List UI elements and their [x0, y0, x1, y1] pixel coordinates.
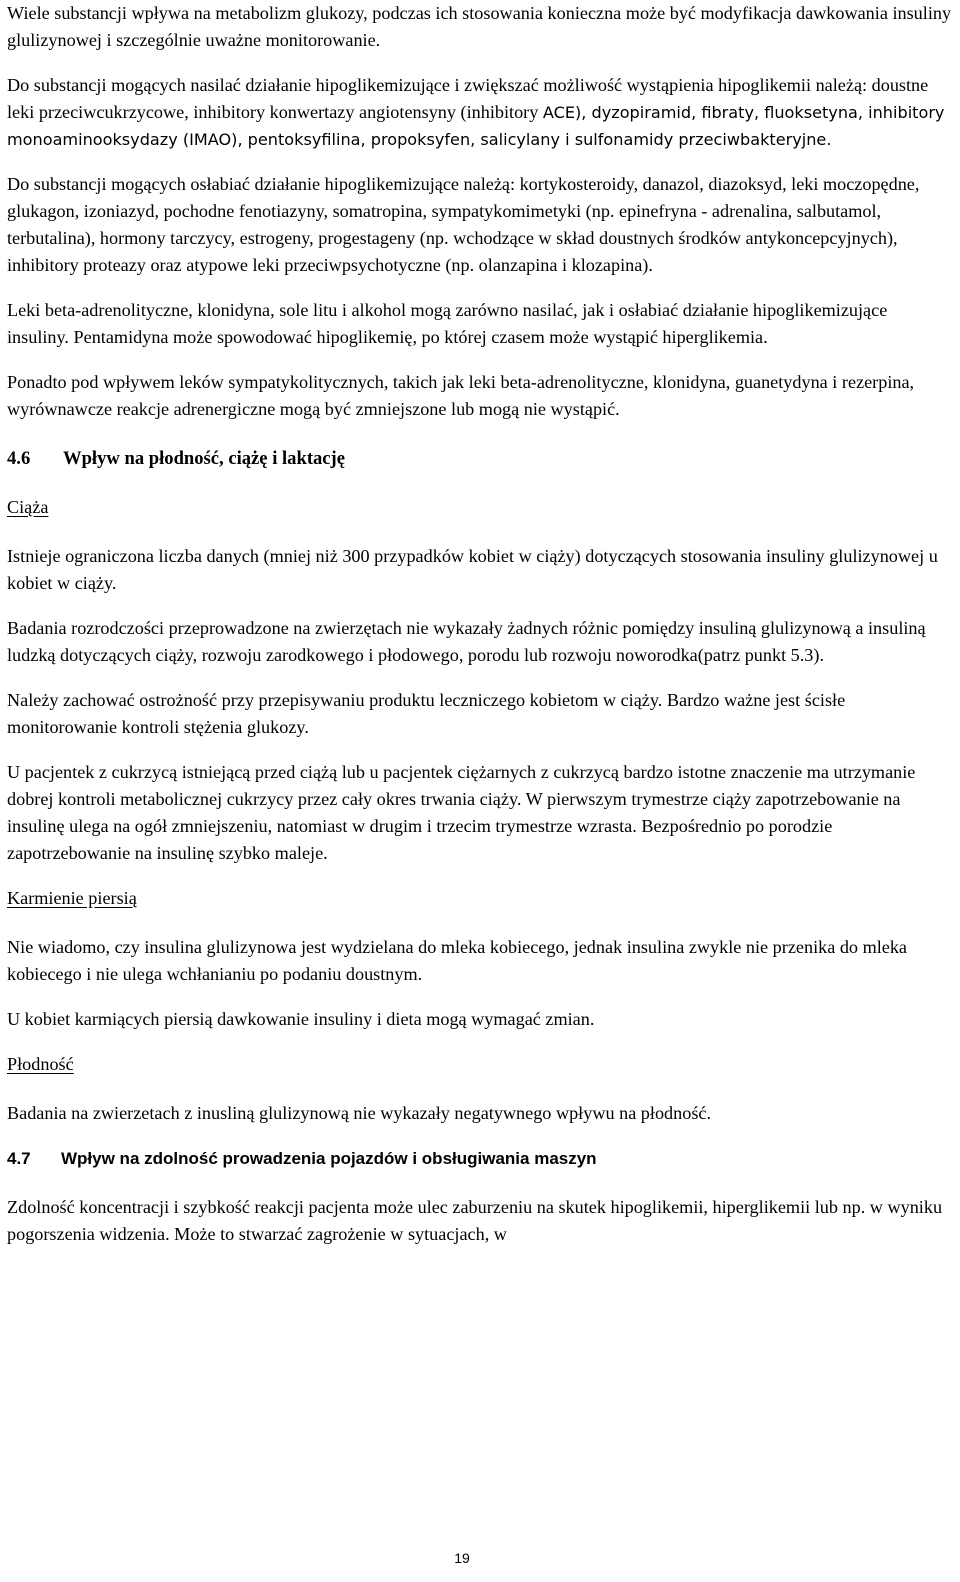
section-number: 4.7	[7, 1149, 31, 1168]
section-heading-4-6	[7, 445, 953, 472]
paragraph-caution: Należy zachować ostrożność przy przepisywaniu produktu leczniczego kobietom w ciąży. Bardzo ważne jest ścisłe monitorowanie kontroli stężenia glukozy.	[7, 690, 846, 737]
paragraph-animal-studies: Badania rozrodczości przeprowadzone na zwierzętach nie wykazały żadnych różnic pomiędzy insuliną glulizynową a insuliną ludzką dotyczących ciąży, rozwoju zarodkowego i płodowego, porodu lub rozwoju noworodka(patrz punkt 5.3).	[7, 618, 926, 665]
paragraph-weakening-substances: Do substancji mogących osłabiać działanie hipoglikemizujące należą: kortykosteroidy, danazol, diazoksyd, leki moczopędne, glukagon, izoniazyd, pochodne fenotiazyny, somatropina, sympatykomimetyki (np. epinefryna - adrenalina, salbutamol, terbutalina), hormony tarczycy, estrogeny, progestageny (np. wchodzące w skład doustnych środków antykoncepcyjnych), inhibitory proteazy oraz atypowe leki przeciwpsychotyczne (np. olanzapina i klozapina).	[7, 174, 920, 275]
subheading-pregnancy: Ciąża	[7, 497, 49, 517]
section-title: Wpływ na zdolność prowadzenia pojazdów i obsługiwania maszyn	[61, 1149, 597, 1168]
paragraph-sympatholytics: Ponadto pod wpływem leków sympatykolitycznych, takich jak leki beta-adrenolityczne, klonidyna, guanetydyna i rezerpina, wyrównawcze reakcje adrenergiczne mogą być zmniejszone lub mogą nie wystąpić.	[7, 372, 915, 419]
paragraph-diabetic-pregnancy: U pacjentek z cukrzycą istniejącą przed ciążą lub u pacjentek ciężarnych z cukrzycą bardzo istotne znaczenie ma utrzymanie dobrej kontroli metabolicznej cukrzycy przez cały okres trwania ciąży. W pierwszym trymestrze ciąży zapotrzebowanie na insulinę ulega na ogół zmniejszeniu, natomiast w drugim i trzecim trymestrze wzrasta. Bezpośrednio po porodzie zapotrzebowanie na insulinę szybko maleje.	[7, 762, 916, 863]
paragraph-breastfeeding-dosage: U kobiet karmiących piersią dawkowanie insuliny i dieta mogą wymagać zmian.	[7, 1009, 595, 1029]
subheading-fertility: Płodność	[7, 1054, 74, 1074]
section-heading-4-7	[7, 1145, 953, 1172]
paragraph-limited-data: Istnieje ograniczona liczba danych (mniej niż 300 przypadków kobiet w ciąży) dotyczących stosowania insuliny glulizynowej u kobiet w ciąży.	[7, 546, 938, 593]
paragraph-breast-milk: Nie wiadomo, czy insulina glulizynowa jest wydzielana do mleka kobiecego, jednak insulina zwykle nie przenika do mleka kobiecego i nie ulega wchłanianiu po podaniu doustnym.	[7, 937, 908, 984]
paragraph-beta-blockers: Leki beta-adrenolityczne, klonidyna, sole litu i alkohol mogą zarówno nasilać, jak i osłabiać działanie hipoglikemizujące insuliny. Pentamidyna może spowodować hipoglikemię, po której czasem może wystąpić hiperglikemia.	[7, 300, 888, 347]
paragraph-fertility: Badania na zwierzetach z inusliną glulizynową nie wykazały negatywnego wpływu na płodność.	[7, 1103, 712, 1123]
document-page	[7, 0, 953, 1248]
section-title: Wpływ na płodność, ciążę i laktację	[63, 448, 346, 469]
paragraph-enhancing-substances-sans: ACE), dyzopiramid, fibraty, fluoksetyna, inhibitory monoaminooksydazy (IMAO), pentoksyfilina, propoksyfen, salicylany i sulfonamidy przeciwbakteryjne.	[7, 103, 945, 149]
page-number: 19	[454, 1550, 470, 1566]
paragraph-driving: Zdolność koncentracji i szybkość reakcji pacjenta może ulec zaburzeniu na skutek hipoglikemii, hiperglikemii lub np. w wyniku pogorszenia widzenia. Może to stwarzać zagrożenie w sytuacjach, w	[7, 1197, 943, 1244]
paragraph-enhancing-substances-serif: Do substancji mogących nasilać działanie hipoglikemizujące i zwiększać możliwość wystąpienia hipoglikemii należą: doustne leki przeciwcukrzycowe, inhibitory konwertazy angiotensyny (inhibitory	[7, 75, 929, 122]
paragraph-enhancing-substances	[7, 72, 953, 153]
section-number: 4.6	[7, 448, 31, 469]
paragraph-metabolism: Wiele substancji wpływa na metabolizm glukozy, podczas ich stosowania konieczna może być modyfikacja dawkowania insuliny glulizynowej i szczególnie uważne monitorowanie.	[7, 3, 952, 50]
subheading-breastfeeding: Karmienie piersią	[7, 888, 137, 908]
